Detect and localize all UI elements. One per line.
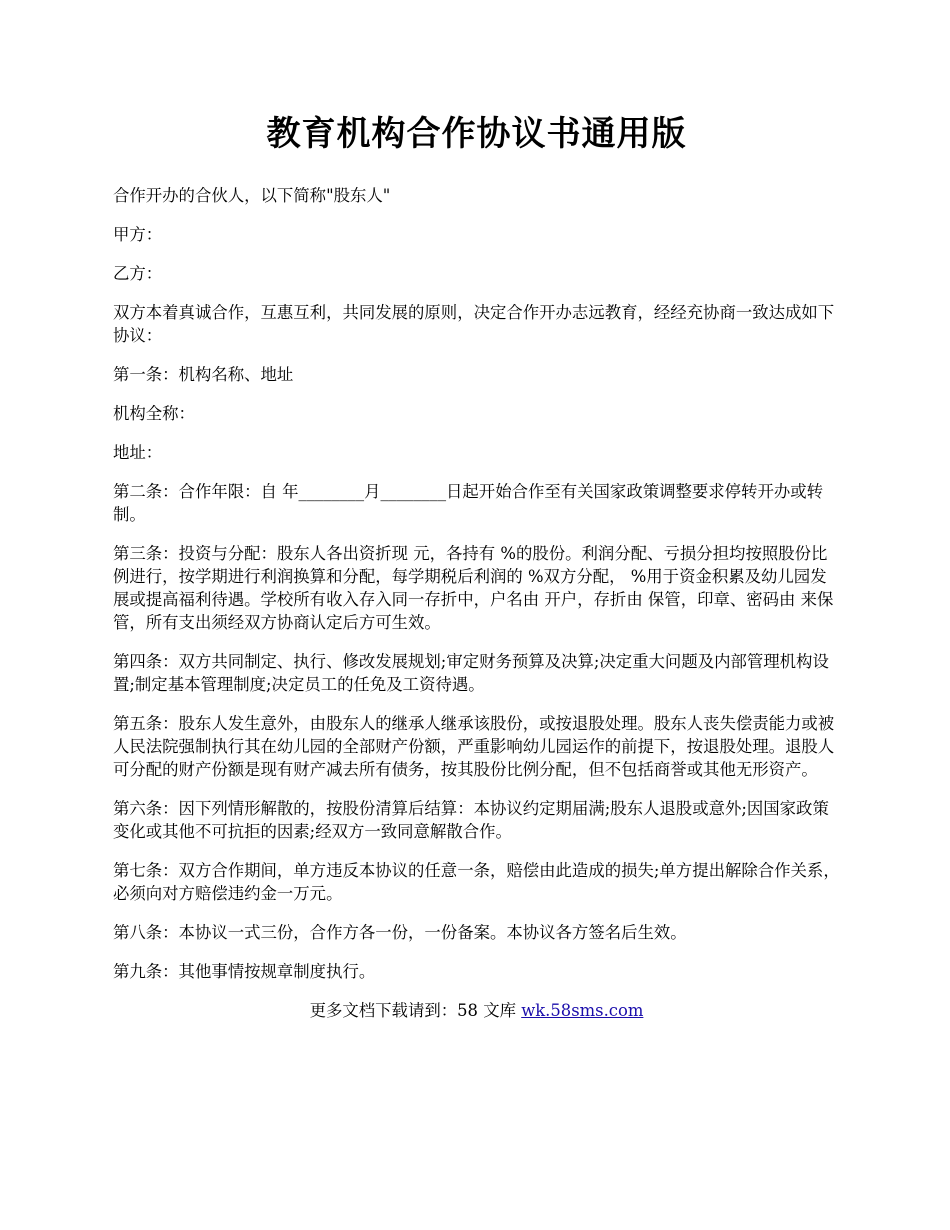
paragraph-article-6: 第六条：因下列情形解散的，按股份清算后结算：本协议约定期届满;股东人退股或意外;因国家政策变化或其他不可抗拒的因素;经双方一致同意解散合作。	[113, 799, 829, 841]
paragraph-party-b: 乙方：	[113, 264, 163, 283]
paragraph-institution-name: 机构全称：	[113, 404, 195, 423]
footer-text: 更多文档下载请到：58 文库	[309, 1001, 522, 1020]
paragraph-partners-intro: 合作开办的合伙人，以下简称"股东人"	[113, 186, 391, 205]
paragraph-article-4: 第四条：双方共同制定、执行、修改发展规划;审定财务预算及决算;决定重大问题及内部管理机构设置;制定基本管理制度;决定员工的任免及工资待遇。	[113, 652, 829, 694]
footer-link[interactable]: wk.58sms.com	[521, 1001, 644, 1020]
download-footer	[113, 999, 840, 1022]
paragraph-article-2: 第二条：合作年限：自 年________月________日起开始合作至有关国家政策调整要求停转开办或转制。	[113, 482, 824, 524]
paragraph-article-5: 第五条：股东人发生意外，由股东人的继承人继承该股份，或按退股处理。股东人丧失偿责能力或被人民法院强制执行其在幼儿园的全部财产份额，严重影响幼儿园运作的前提下，按退股处理。退股人可分配的财产份额是现有财产减去所有债务，按其股份比例分配，但不包括商誉或其他无形资产。	[113, 714, 835, 779]
document-title: 教育机构合作协议书通用版	[266, 114, 687, 154]
paragraph-article-1: 第一条：机构名称、地址	[113, 365, 294, 384]
paragraph-article-9: 第九条：其他事情按规章制度执行。	[113, 962, 376, 981]
paragraph-party-a: 甲方：	[113, 225, 163, 244]
paragraph-article-8: 第八条：本协议一式三份，合作方各一份，一份备案。本协议各方签名后生效。	[113, 923, 687, 942]
paragraph-preamble: 双方本着真诚合作，互惠互利，共同发展的原则，决定合作开办志远教育，经经充协商一致达成如下协议：	[113, 303, 835, 345]
paragraph-address: 地址：	[113, 443, 163, 462]
paragraph-article-7: 第七条：双方合作期间，单方违反本协议的任意一条，赔偿由此造成的损失;单方提出解除合作关系，必须向对方赔偿违约金一万元。	[113, 861, 840, 903]
paragraph-article-3: 第三条：投资与分配：股东人各出资折现 元，各持有 %的股份。利润分配、亏损分担均按照股份比例进行，按学期进行利润换算和分配，每学期税后利润的 %双方分配， %用于资金积累及幼儿园发展或提高福利待遇。学校所有收入存入同一存折中，户名由 开户，存折由 保管，印章、密码由 来保管，所有支出须经双方协商认定后方可生效。	[113, 544, 834, 632]
